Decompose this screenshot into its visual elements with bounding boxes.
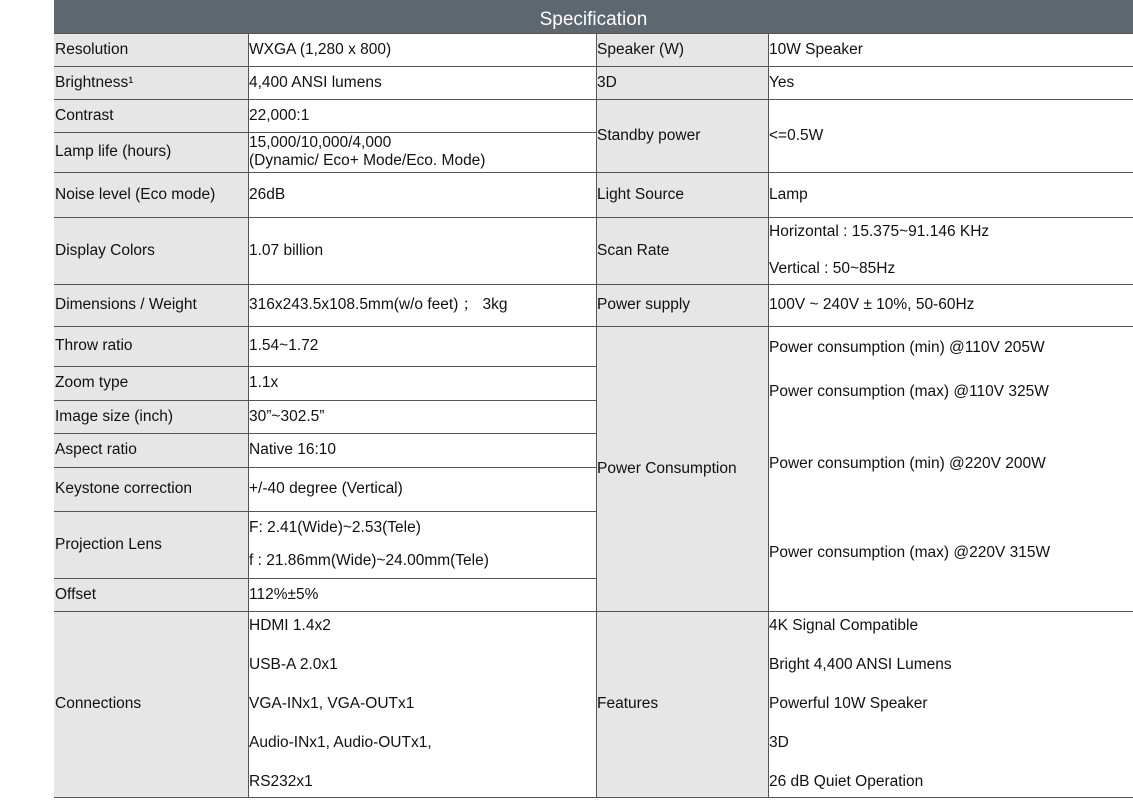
row-divider bbox=[54, 797, 596, 798]
right-spec-label-cell bbox=[596, 99, 768, 172]
spec-label: Dimensions / Weight bbox=[55, 296, 197, 313]
left-spec-label-cell bbox=[54, 99, 248, 132]
left-spec-value-cell bbox=[248, 611, 596, 797]
right-spec-value-cell bbox=[768, 284, 1133, 326]
left-spec-label-cell bbox=[54, 611, 248, 797]
spec-value-line: (Dynamic/ Eco+ Mode/Eco. Mode) bbox=[249, 152, 486, 169]
spec-value-line: 1.54~1.72 bbox=[249, 337, 319, 354]
right-spec-value-cell bbox=[768, 217, 1133, 284]
row-divider bbox=[596, 284, 1133, 285]
left-spec-value-cell bbox=[248, 66, 596, 99]
left-spec-label-cell bbox=[54, 33, 248, 66]
spec-label: Power supply bbox=[597, 296, 691, 313]
spec-value-line: Lamp bbox=[769, 185, 808, 203]
left-spec-value-cell bbox=[248, 400, 596, 433]
right-spec-label-cell bbox=[596, 326, 768, 611]
spec-value-line: WXGA (1,280 x 800) bbox=[249, 40, 392, 58]
spec-value-line: Horizontal : 15.375~91.146 KHz bbox=[769, 223, 990, 240]
row-divider bbox=[54, 66, 596, 67]
left-spec-label-cell bbox=[54, 400, 248, 433]
spec-label: Throw ratio bbox=[55, 337, 133, 354]
spec-value-line: 10W Speaker bbox=[769, 40, 863, 58]
spec-value-line: 26 dB Quiet Operation bbox=[769, 773, 924, 790]
row-divider bbox=[54, 326, 596, 327]
right-spec-label-cell bbox=[596, 217, 768, 284]
spec-value-line: VGA-INx1, VGA-OUTx1 bbox=[249, 695, 415, 712]
spec-value-line: <=0.5W bbox=[769, 126, 824, 144]
right-spec-value-cell bbox=[768, 99, 1133, 172]
left-spec-label-cell bbox=[54, 284, 248, 326]
row-divider bbox=[596, 99, 1133, 100]
spec-value-line: Power consumption (min) @220V 200W bbox=[769, 455, 1046, 472]
right-spec-label-cell bbox=[596, 284, 768, 326]
right-spec-value-cell bbox=[768, 172, 1133, 217]
left-spec-value-cell bbox=[248, 33, 596, 66]
column-divider bbox=[596, 33, 597, 797]
row-divider bbox=[54, 467, 596, 468]
spec-value-line: HDMI 1.4x2 bbox=[249, 617, 331, 634]
row-divider bbox=[54, 433, 596, 434]
spec-value-line: 26dB bbox=[249, 185, 286, 203]
spec-label: Lamp life (hours) bbox=[55, 143, 172, 160]
spec-label: Speaker (W) bbox=[597, 40, 684, 58]
row-divider bbox=[596, 66, 1133, 67]
spec-label: Noise level (Eco mode) bbox=[55, 185, 216, 203]
spec-value-line: Audio-INx1, Audio-OUTx1, bbox=[249, 734, 432, 751]
spec-value-line: 1.07 billion bbox=[249, 241, 324, 259]
left-spec-label-cell bbox=[54, 326, 248, 366]
spec-value-line: f : 21.86mm(Wide)~24.00mm(Tele) bbox=[249, 552, 489, 569]
row-divider bbox=[596, 33, 1133, 34]
spec-label: Zoom type bbox=[55, 374, 129, 391]
spec-value-line: 15,000/10,000/4,000 bbox=[249, 134, 392, 151]
spec-value-line: Powerful 10W Speaker bbox=[769, 695, 928, 712]
left-spec-value-cell bbox=[248, 578, 596, 611]
left-spec-label-cell bbox=[54, 433, 248, 467]
row-divider bbox=[54, 132, 596, 133]
spec-value-line: 100V ~ 240V ± 10%, 50-60Hz bbox=[769, 296, 975, 313]
left-spec-value-cell bbox=[248, 467, 596, 511]
spec-label: Projection Lens bbox=[55, 535, 162, 553]
row-divider bbox=[596, 797, 1133, 798]
row-divider bbox=[54, 578, 596, 579]
left-spec-value-cell bbox=[248, 326, 596, 366]
spec-label: Features bbox=[597, 695, 659, 712]
left-spec-value-cell bbox=[248, 366, 596, 400]
left-spec-value-cell bbox=[248, 284, 596, 326]
spec-value-line: F: 2.41(Wide)~2.53(Tele) bbox=[249, 519, 421, 536]
column-divider bbox=[768, 33, 769, 797]
right-spec-label-cell bbox=[596, 611, 768, 797]
row-divider bbox=[54, 400, 596, 401]
spec-label: Scan Rate bbox=[597, 241, 670, 259]
spec-value-line: Power consumption (max) @220V 315W bbox=[769, 544, 1051, 561]
right-spec-value-cell bbox=[768, 611, 1133, 797]
left-spec-label-cell bbox=[54, 172, 248, 217]
spec-label: Image size (inch) bbox=[55, 407, 174, 425]
right-spec-label-cell bbox=[596, 172, 768, 217]
row-divider bbox=[54, 611, 596, 612]
spec-value-line: Vertical : 50~85Hz bbox=[769, 260, 896, 277]
spec-value-line: 4K Signal Compatible bbox=[769, 617, 919, 634]
spec-value-line: 316x243.5x108.5mm(w/o feet) ； 3kg bbox=[249, 296, 508, 313]
left-spec-value-cell bbox=[248, 433, 596, 467]
spec-label: Connections bbox=[55, 695, 142, 712]
spec-value-line: Bright 4,400 ANSI Lumens bbox=[769, 656, 952, 673]
row-divider bbox=[54, 284, 596, 285]
spec-value-line: USB-A 2.0x1 bbox=[249, 656, 338, 673]
specification-table bbox=[54, 0, 1133, 797]
spec-label: Display Colors bbox=[55, 241, 155, 259]
spec-label: Light Source bbox=[597, 185, 685, 203]
row-divider bbox=[54, 172, 596, 173]
left-spec-value-cell bbox=[248, 217, 596, 284]
table-title: Specification bbox=[54, 0, 1133, 33]
row-divider bbox=[596, 172, 1133, 173]
row-divider bbox=[54, 217, 596, 218]
left-spec-label-cell bbox=[54, 467, 248, 511]
spec-label: 3D bbox=[597, 73, 617, 91]
right-spec-value-cell bbox=[768, 33, 1133, 66]
spec-label: Keystone correction bbox=[55, 480, 192, 497]
left-spec-label-cell bbox=[54, 132, 248, 172]
row-divider bbox=[596, 217, 1133, 218]
row-divider bbox=[54, 99, 596, 100]
spec-value-line: Native 16:10 bbox=[249, 441, 337, 458]
left-spec-value-cell bbox=[248, 511, 596, 578]
spec-label: Power Consumption bbox=[597, 459, 737, 477]
left-spec-label-cell bbox=[54, 217, 248, 284]
left-spec-label-cell bbox=[54, 66, 248, 99]
spec-value-line: 3D bbox=[769, 734, 789, 751]
left-spec-label-cell bbox=[54, 511, 248, 578]
spec-label: Standby power bbox=[597, 126, 701, 144]
row-divider bbox=[596, 611, 1133, 612]
spec-value-line: 1.1x bbox=[249, 374, 279, 391]
spec-label: Offset bbox=[55, 585, 97, 603]
right-spec-value-cell bbox=[768, 326, 1133, 611]
left-spec-value-cell bbox=[248, 172, 596, 217]
right-spec-label-cell bbox=[596, 33, 768, 66]
spec-value-line: 22,000:1 bbox=[249, 106, 310, 124]
row-divider bbox=[596, 326, 1133, 327]
left-spec-label-cell bbox=[54, 578, 248, 611]
row-divider bbox=[54, 33, 596, 34]
spec-value-line: 4,400 ANSI lumens bbox=[249, 73, 382, 91]
left-spec-value-cell bbox=[248, 99, 596, 132]
spec-value-line: Power consumption (min) @110V 205W bbox=[769, 339, 1045, 356]
column-divider bbox=[248, 33, 249, 797]
left-spec-value-cell bbox=[248, 132, 596, 172]
right-spec-value-cell bbox=[768, 66, 1133, 99]
spec-label: Resolution bbox=[55, 40, 129, 58]
spec-value-line: +/-40 degree (Vertical) bbox=[249, 480, 403, 497]
spec-label: Brightness¹ bbox=[55, 73, 134, 91]
right-spec-label-cell bbox=[596, 66, 768, 99]
spec-value-line: 30”~302.5” bbox=[249, 407, 325, 425]
row-divider bbox=[54, 366, 596, 367]
spec-label: Contrast bbox=[55, 106, 114, 124]
left-spec-label-cell bbox=[54, 366, 248, 400]
row-divider bbox=[54, 511, 596, 512]
spec-value-line: RS232x1 bbox=[249, 773, 313, 790]
spec-value-line: Power consumption (max) @110V 325W bbox=[769, 383, 1049, 400]
spec-label: Aspect ratio bbox=[55, 441, 137, 458]
spec-value-line: Yes bbox=[769, 73, 795, 91]
spec-value-line: 112%±5% bbox=[249, 585, 319, 603]
